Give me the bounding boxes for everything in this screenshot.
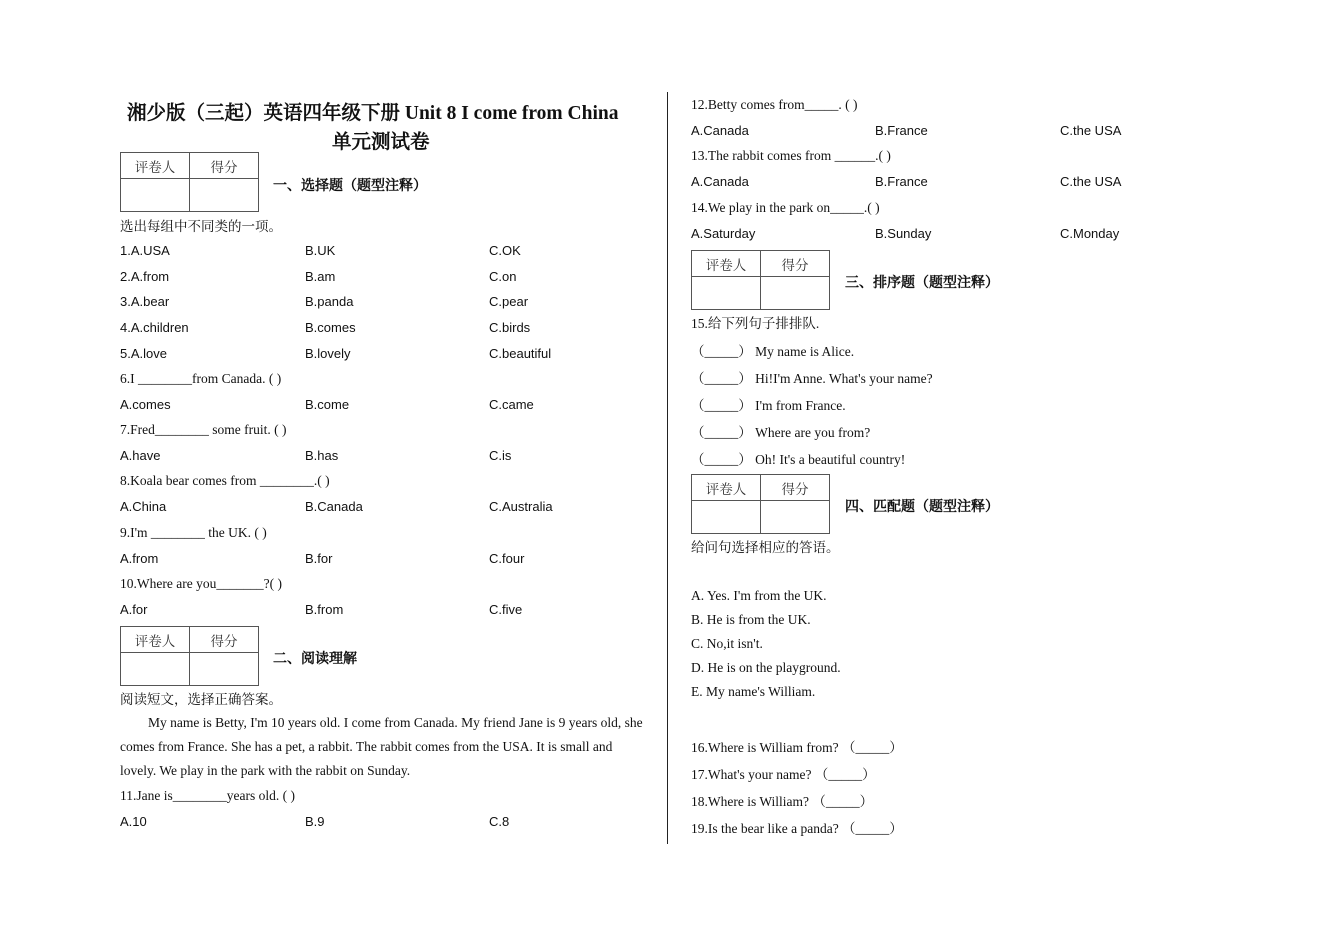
option-c: C.the USA [1060, 174, 1122, 189]
order-blank[interactable]: （_____） [691, 371, 752, 386]
answer-option: B. He is from the UK. [691, 612, 811, 627]
order-blank[interactable]: （_____） [691, 344, 752, 359]
option-b: B.for [305, 551, 333, 566]
option-b: B.9 [305, 814, 325, 829]
answer-option: E. My name's William. [691, 684, 816, 699]
option-a: 1.A.USA [120, 243, 170, 258]
order-item [691, 367, 933, 387]
grader-cell [692, 277, 761, 310]
option-b: B.am [305, 269, 336, 284]
question-text: 7.Fred________ some fruit. ( ) [120, 422, 287, 437]
grader-label: 评卷人 [121, 153, 190, 179]
section4-instruction: 给问句选择相应的答语。 [691, 540, 840, 555]
option-a: A.Canada [691, 174, 749, 189]
grader-label: 评卷人 [692, 475, 761, 501]
option-a: A.comes [120, 397, 171, 412]
score-cell [190, 179, 259, 212]
question-text: 8.Koala bear comes from ________.( ) [120, 473, 330, 488]
match-question: 19.Is the bear like a panda? （_____） [691, 821, 903, 836]
score-label: 得分 [190, 153, 259, 179]
option-c: C.beautiful [489, 346, 552, 361]
match-question: 17.What's your name? （_____） [691, 767, 876, 782]
grader-cell [692, 501, 761, 534]
order-sentence: I'm from France. [755, 398, 846, 413]
option-c: C.the USA [1060, 123, 1122, 138]
option-c: C.pear [489, 294, 529, 309]
order-item [691, 421, 870, 441]
section2-title: 二、阅读理解 [273, 652, 357, 667]
option-b: B.France [875, 174, 928, 189]
order-sentence: Where are you from? [755, 425, 871, 440]
option-c: C.OK [489, 243, 521, 258]
grader-label: 评卷人 [692, 251, 761, 277]
score-cell [761, 501, 830, 534]
order-blank[interactable]: （_____） [691, 398, 752, 413]
section3-title: 三、排序题（题型注释） [845, 276, 999, 291]
order-item [691, 394, 846, 414]
order-blank[interactable]: （_____） [691, 425, 752, 440]
option-a: A.from [120, 551, 159, 566]
question-text: 13.The rabbit comes from ______.( ) [691, 148, 891, 163]
question-text: 14.We play in the park on_____.( ) [691, 200, 880, 215]
section2-instruction: 阅读短文，选择正确答案。 [120, 692, 282, 707]
answer-option: C. No,it isn't. [691, 636, 763, 651]
option-c: C.came [489, 397, 534, 412]
option-a: A.Canada [691, 123, 749, 138]
option-c: C.on [489, 269, 517, 284]
order-item [691, 340, 854, 360]
reading-passage: My name is Betty, I'm 10 years old. I come from Canada. My friend Jane is 9 years old, she comes from France. She has a pet, a rabbit. The rabbit comes from the USA. It is small and lovely. We play in the park with the rabbit on Sunday. [120, 715, 643, 778]
option-b: B.Canada [305, 499, 363, 514]
option-a: 3.A.bear [120, 294, 170, 309]
score-table-4 [691, 474, 830, 534]
option-a: A.have [120, 448, 161, 463]
option-b: B.from [305, 602, 344, 617]
score-table-2 [120, 626, 259, 686]
option-b: B.comes [305, 320, 356, 335]
question-text: 9.I'm ________ the UK. ( ) [120, 525, 267, 540]
question-text: 11.Jane is________years old. ( ) [120, 788, 295, 803]
score-table-1 [120, 152, 259, 212]
order-item [691, 448, 905, 468]
option-a: 2.A.from [120, 269, 170, 284]
option-b: B.France [875, 123, 928, 138]
option-a: A.Saturday [691, 226, 756, 241]
option-c: C.8 [489, 814, 510, 829]
order-sentence: Oh! It's a beautiful country! [755, 452, 906, 467]
match-question: 16.Where is William from? （_____） [691, 740, 903, 755]
section4-title: 四、匹配题（题型注释） [845, 500, 999, 515]
option-c: C.birds [489, 320, 531, 335]
score-cell [190, 653, 259, 686]
section3-instruction: 15.给下列句子排排队. [691, 316, 820, 331]
section1-title: 一、选择题（题型注释） [273, 179, 427, 194]
option-b: B.come [305, 397, 350, 412]
order-sentence: My name is Alice. [755, 344, 855, 359]
option-a: 5.A.love [120, 346, 167, 361]
option-b: B.Sunday [875, 226, 932, 241]
option-c: C.five [489, 602, 523, 617]
question-text: 10.Where are you_______?( ) [120, 576, 282, 591]
page-subtitle: 单元测试卷 [332, 132, 430, 153]
option-b: B.has [305, 448, 339, 463]
score-label: 得分 [761, 475, 830, 501]
option-a: A.10 [120, 814, 147, 829]
answer-option: D. He is on the playground. [691, 660, 841, 675]
option-a: A.for [120, 602, 148, 617]
column-divider [667, 92, 668, 844]
order-sentence: Hi!I'm Anne. What's your name? [755, 371, 933, 386]
score-table-3 [691, 250, 830, 310]
option-c: C.Australia [489, 499, 553, 514]
option-a: 4.A.children [120, 320, 189, 335]
option-c: C.is [489, 448, 512, 463]
order-blank[interactable]: （_____） [691, 452, 752, 467]
answer-option: A. Yes. I'm from the UK. [691, 588, 827, 603]
match-question: 18.Where is William? （_____） [691, 794, 874, 809]
page-title: 湘少版（三起）英语四年级下册 Unit 8 I come from China [127, 103, 619, 124]
score-cell [761, 277, 830, 310]
grader-label: 评卷人 [121, 627, 190, 653]
option-a: A.China [120, 499, 167, 514]
score-label: 得分 [761, 251, 830, 277]
section1-instruction: 选出每组中不同类的一项。 [120, 219, 282, 234]
grader-cell [121, 179, 190, 212]
question-text: 6.I ________from Canada. ( ) [120, 371, 282, 386]
score-label: 得分 [190, 627, 259, 653]
option-c: C.four [489, 551, 525, 566]
option-b: B.panda [305, 294, 354, 309]
option-c: C.Monday [1060, 226, 1120, 241]
option-b: B.UK [305, 243, 336, 258]
grader-cell [121, 653, 190, 686]
question-text: 12.Betty comes from_____. ( ) [691, 97, 858, 112]
option-b: B.lovely [305, 346, 351, 361]
